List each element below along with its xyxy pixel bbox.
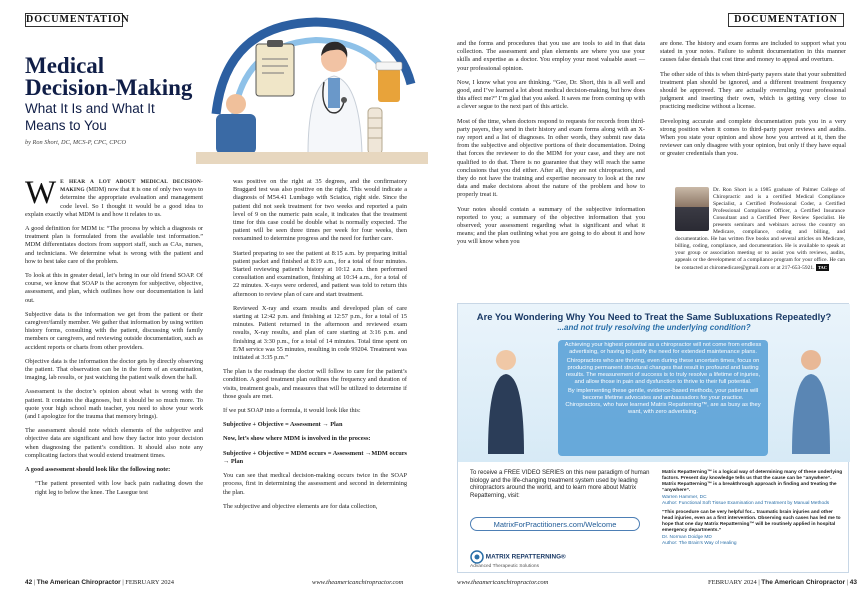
paragraph-bold	[25, 466, 203, 474]
ad-logo	[470, 550, 566, 569]
paragraph	[25, 175, 204, 219]
testimonial-text	[662, 510, 844, 534]
paragraph: If we put SOAP into a formula, it would look like this:	[223, 407, 361, 415]
ad-subheadline: ...and not truly resolving the underlying condition?	[557, 323, 751, 332]
paragraph: Now, I know what you are thinking. “Gee, Dr. Short, this is all well and good, and I’ve learned a lot about medical decision-making, but how does this affect me?” I’m glad that you asked. It saves me from coming up with a clever segue to the next part of this article.	[457, 78, 645, 111]
quote: “The patient presented with low back pain radiating down the right leg to below the knee. The Lasegue test	[35, 480, 203, 496]
paragraph: Assessment is the doctor’s opinion about what is wrong with the patient. It contains the diagnoses, but it should be so much more. To quote your high school math teacher, you need to show your work (and I apologize for the trauma that memory brings).	[25, 388, 203, 421]
ad-testimonials	[662, 470, 844, 550]
ad-logo-text: MATRIX REPATTERNING®	[485, 553, 566, 561]
medical-illustration	[196, 4, 428, 164]
paragraph: The other side of this is when third-party payers state that your submitted treatment plan should be ignored, and a different treatment frequency should be approved. They are actually overruling your professional judgment and inserting their own, which is getting very close to practicing medicine without a license.	[660, 70, 846, 111]
magazine-name: The American Chiropractor	[36, 579, 121, 586]
figure-body	[488, 374, 524, 454]
ad-figure-left	[466, 344, 546, 456]
patient-body	[216, 114, 256, 154]
paragraph: Your notes should contain a summary of the subjective information reported to you; a summary of the objective information that you observed; your assessment regarding what is significant and what it means; and the plan outlining what you are going to do about it and how you will know when you	[457, 205, 645, 246]
right-page	[434, 0, 868, 600]
page-number: 43	[849, 579, 857, 586]
paragraph: Developing accurate and complete documentation puts you in a very strong position when it comes to third-party payer reviews and audits. When you state your opinion and show how you arrived at it, then the reviewer can only disagree with your opinion, but only if they have equal or greater credentials than you.	[660, 117, 846, 158]
left-column-2	[223, 178, 407, 517]
bold-text: A good assessment should look like the following note:	[25, 466, 171, 474]
clipboard	[256, 44, 294, 96]
pill-bottle	[378, 68, 400, 102]
doctor-shirt	[328, 78, 340, 108]
ad-offer-text: To receive a FREE VIDEO SERIES on this new paradigm of human biology and the life-changing treatment system used by leading chiropractors around the world, and to learn more about Matrix Repatterning, visit:	[470, 470, 650, 499]
ad-blue-box	[558, 340, 768, 456]
ad-body-text: By implementing these gentle, evidence-based methods, your patients will become lifetime advocates and ambassadors for your practice. Chiropractors, who have learned Matrix Repatterning™, are as busy as they want, with zero advertising.	[565, 388, 761, 415]
ad-figure-right	[776, 344, 846, 456]
formula-text: Subjective + Objective = MDM occurs = Assessment →MDM occurs → Plan	[223, 449, 407, 465]
right-column-1	[457, 40, 645, 253]
ad-body-text: Chiropractors who are thriving, even during these uncertain times, focus on producing permanent structural changes that result in profound and lasting results. The measurement of success is to truly resolve a lifetime of injuries, and allow those in pain and dysfunction to thrive to their full potential.	[565, 358, 761, 385]
figure-head	[496, 350, 516, 370]
left-column-1	[25, 175, 204, 503]
stethoscope-chest-piece	[341, 97, 347, 103]
issue-date: FEBRUARY 2024	[125, 579, 174, 586]
ad-headline: Are You Wondering Why You Need to Treat the Same Subluxations Repeatedly?	[476, 311, 832, 322]
quote: Reviewed X-ray and exam results and developed plan of care starting at 12:42 p.m. and finishing at 12:57 p.m., for a total of 15 minutes. Patient returned in the afternoon and reviewed exam results, X-ray results, and plan of care starting at 3:16 p.m. and finishing at 3:30 p.m., for a total of 14 minutes. Total time spent on E/M service was 55 minutes, resulting in code 99204. Treatment was initiated at 3:35 p.m.”	[233, 304, 407, 362]
paragraph: and the forms and procedures that you use are tools to aid in that data collection. The assessment and plan elements are where you use your skills and expertise as a doctor. You employ your most valuable asset — your professional opinion.	[457, 40, 645, 72]
patient-head	[226, 94, 246, 114]
pill-bottle-cap	[376, 62, 402, 70]
byline: by Ron Short, DC, MCS-P, CPC, CPCO	[25, 139, 126, 146]
section-header-right: DOCUMENTATION	[728, 13, 844, 27]
article-title-block	[25, 55, 195, 146]
title-line-2: Decision-Making	[25, 75, 193, 100]
formula-text: Subjective + Objective = Assessment → Plan	[223, 421, 343, 429]
issue-date: FEBRUARY 2024	[708, 579, 757, 586]
paragraph: A good definition for MDM is: “The process by which a diagnosis or treatment plan is formulated from the available test information.” MDM differentiates doctors from support staff, such as CAs, nurses, and technicians. We determine what is wrong with the patient and how to best take care of the problem.	[25, 225, 203, 265]
paragraph: Most of the time, when doctors respond to requests for records from third-party payers, they send in their history and exam forms along with an X-ray report and a list of diagnoses. In other words, they submit raw data from the subjective and objective portions of their documentation. Doing that forces the reviewer to do the MDM for your case, and they are not qualified to do that. There is no guarantee that they will reach the same conclusions that you did either. After all, they are not chiropractors, and they do not have the training and expertise necessary to look at the raw data and make decisions about the nature of the problem and how to properly treat it.	[457, 117, 645, 199]
paragraph: You can see that medical decision-making occurs twice in the SOAP process, first in determining the assessment and second in determining the plan.	[223, 472, 407, 496]
bio-text: Dr. Ron Short is a 1985 graduate of Palmer College of Chiropractic and is a certified Medical Compliance Specialist, a Certified Professional Coder, a Certified Professional Compliance Officer, a Certified Insurance Consultant and a Certified Peer Review Specialist. He presents seminars and webinars across the country on Medicare, compliance, coding and billing, and documentation. He has written five books and several articles on Medicare, billing, coding, compliance, and documentation. He is available to speak at your group or association meeting or to assist you with reviews, audits, appeals or the development of a compliance program for your office. He can be contacted at chiromedicare@gmail.com or at 217-653-5921.	[675, 187, 845, 271]
footer-left: 42 | The American Chiropractor | FEBRUARY 2024	[25, 579, 174, 586]
lead-in: E HEAR A LOT ABOUT MEDICAL DECISION-MAKING	[60, 179, 203, 194]
ad-bottom-panel	[458, 462, 850, 574]
right-column-2	[660, 40, 846, 165]
section-header-left: DOCUMENTATION	[26, 14, 130, 25]
ad-top-panel	[458, 304, 850, 462]
paragraph: The plan is the roadmap the doctor will follow to care for the patient’s condition. A good treatment plan outlines the frequency and duration of visits, treatment goals, and measures that will be utilized to determine if those goals are met.	[223, 368, 407, 400]
testimonial-bold: Matrix Repatterning™ is a logical way of determining many of these underlying factors. Present day knowledge tells us that the cause can be “anywhere”. Matrix Repatterning™ is a breakthrough approach in finding and treating the “anywhere”.	[662, 470, 843, 493]
clipboard-clip	[267, 40, 283, 47]
desk	[196, 152, 428, 164]
bold-text: Now, let’s show where MDM is involved in the process:	[223, 435, 371, 443]
paragraph: The assessment should note which elements of the subjective and objective data are significant and how they factor into your decision when diagnosing the patient’s condition. It should also note any complicating factors that would extend treatment times.	[25, 427, 203, 459]
paragraph-text: (MDM) now that it is one of only two ways to determine the appropriate evaluation and management code level. So I thought it would be a good idea to explain exactly what MDM is and how it relates to us.	[25, 186, 204, 218]
spine-model	[368, 108, 382, 154]
paragraph: The subjective and objective elements are for data collection,	[223, 502, 378, 510]
testimonial-bold: “This procedure can be very helpful for... traumatic brain injuries and other head injuries, even as a first intervention. Observing such cases has led me to hope that one day Matrix Repatterning™ will be routinely applied in hospital emergency departments.”	[662, 510, 841, 533]
magazine-name: The American Chiropractor	[761, 579, 846, 586]
testimonial-text	[662, 470, 844, 494]
subtitle-line-1: What It Is and What It	[25, 101, 155, 116]
paragraph-bold	[223, 435, 407, 443]
author-bio	[675, 187, 845, 272]
figure-body	[792, 374, 830, 454]
paragraph: are done. The history and exam forms are included to support what you stated in your notes. Failure to submit documentation in this manner causes false denials that cost time and money to appeal and overturn.	[660, 40, 846, 64]
page-number: 42	[25, 579, 33, 586]
matrix-logo-icon	[470, 550, 484, 564]
figure-head	[801, 350, 821, 370]
quote: was positive on the right at 35 degrees, and the confirmatory Braggard test was also positive on the right. This would indicate a diagnosis of M54.41 Lumbago with Sciatica, right side. Since the patient did not seek treatment for two weeks and reported a pain level of 9 on the numeric pain scale, it indicates that the treatment time for this case could be double what is normally expected. The patient will be seen three times per week for four weeks, then reexamined to determine progress and the need for further care.	[233, 178, 407, 243]
ad-url-button[interactable]: MatrixForPractitioners.com/Welcome	[470, 517, 640, 531]
formula	[223, 450, 407, 466]
paragraph: Objective data is the information the doctor gets by directly observing the patient. That observation can be in the form of an examination, imaging, lab results, or just watching the patient walk down the hall.	[25, 357, 203, 382]
testimonial-author: Dr. Norman Doidge MD Author: The Brain’s Way of Healing	[662, 535, 737, 546]
ad-logo-subtext: Advanced Therapeutic Solutions	[470, 564, 539, 569]
footer-right: FEBRUARY 2024 | The American Chiropractor | 43	[708, 579, 857, 586]
drop-cap: W	[25, 175, 57, 211]
testimonial-author: Warren Hammer, DC Author: Functional Soft Tissue Examination and Treatment by Manual Methods	[662, 495, 830, 506]
tac-tag: TAC	[817, 265, 828, 270]
author-photo	[675, 187, 709, 231]
advertisement[interactable]	[457, 303, 849, 573]
ad-body-text: Achieving your highest potential as a chiropractor will not come from endless advertising, or having to justify the need for extended maintenance plans.	[564, 342, 762, 355]
footer-url-left[interactable]: www.theamericanchiropractor.com	[312, 579, 404, 586]
quote: Started preparing to see the patient at 8:15 a.m. by preparing initial patient packet and finished at 8:19 a.m., for a total of four minutes. Started reviewing patient’s history at 10:12 a.m. then performed consultation and examination, finishing at 10:34 a.m., for a total of 22 minutes. X-rays were ordered, and patient was told to return this afternoon to review plan of care and start treatment.	[233, 249, 407, 298]
formula	[223, 421, 407, 429]
paragraph: Subjective data is the information we get from the patient or their caregiver/family member. We gather that information by using written history forms, consulting with the patient, discussing with family members or caregivers, and reviewing outside documentation, such as accident reports or charts from other providers.	[25, 310, 203, 351]
title-line-1: Medical	[25, 53, 105, 78]
paragraph: To look at this in greater detail, let’s bring in our old friend SOAP. Of course, we know that SOAP is the acronym for subjective, objective, assessment, and plan, which outlines how our documentation is laid out.	[25, 272, 203, 304]
footer-url-right[interactable]: www.theamericanchiropractor.com	[457, 579, 549, 586]
subtitle-line-2: Means to You	[25, 118, 107, 133]
